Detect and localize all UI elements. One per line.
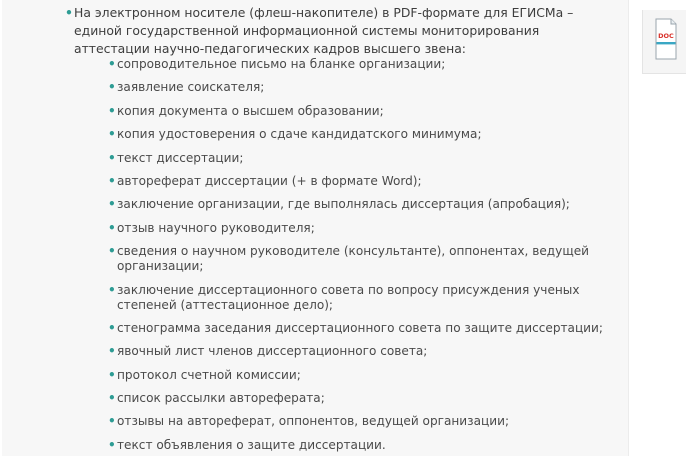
bullet-dot: • (108, 437, 116, 452)
bullet-dot: • (108, 320, 116, 335)
sub-list-item (108, 344, 628, 359)
sub-list-item-text: отзыв научного руководителя; (117, 220, 315, 235)
sub-list-item (108, 221, 628, 236)
bullet-dot: • (108, 391, 116, 406)
sub-list-item-text: сведения о научном руководителе (консультанте), оппонентах, ведущей организации; (117, 244, 590, 274)
bullet-dot: • (108, 173, 116, 188)
sub-list-item-text: список рассылки автореферата; (117, 391, 325, 406)
sub-list-item (108, 151, 628, 166)
bullet-dot: • (108, 103, 116, 118)
sub-list-item (108, 368, 628, 383)
sub-list-item (108, 438, 628, 453)
bullet-dot: • (108, 57, 116, 71)
sub-list-item-text: заключение диссертационного совета по вопросу присуждения ученых степеней (аттестационное дело); (117, 282, 580, 312)
doc-file-icon[interactable] (655, 18, 677, 60)
sub-list-item-text: явочный лист членов диссертационного совета; (117, 344, 428, 359)
bullet-dot: • (108, 414, 116, 429)
sub-list-item-text: заявление соискателя; (117, 80, 265, 95)
sub-list-item (108, 321, 628, 336)
main-list-item (65, 4, 614, 58)
sub-list-item (108, 244, 628, 274)
bullet-dot: • (108, 367, 116, 382)
bullet-dot: • (65, 5, 73, 20)
sub-list-item-text: текст диссертации; (117, 150, 244, 165)
attachment-tile[interactable] (642, 10, 686, 74)
sub-list-item-text: сопроводительное письмо на бланке организации; (117, 57, 446, 71)
bullet-dot: • (108, 220, 116, 235)
sub-list-item (108, 197, 628, 212)
sub-list-item (108, 174, 628, 189)
sub-list-item (108, 104, 628, 119)
sub-list-item (108, 80, 628, 95)
sub-list-item-text: заключение организации, где выполнялась диссертация (апробация); (117, 197, 570, 212)
sub-list-item-text: копия удостоверения о сдаче кандидатского минимума; (117, 127, 482, 142)
bullet-dot: • (108, 150, 116, 165)
sub-list-item-text: стенограмма заседания диссертационного совета по защите диссертации; (117, 320, 603, 335)
sub-list-item (108, 414, 628, 429)
main-list-item-text: На электронном носителе (флеш-накопителе) в PDF-формате для ЕГИСМа – единой государственной информационной системы мониторирования аттестации научно-педагогических кадров высшего звена: (74, 5, 574, 56)
bullet-dot: • (108, 127, 116, 142)
sub-list-item-text: отзывы на автореферат, оппонентов, ведущей организации; (117, 414, 510, 429)
bullet-dot: • (108, 244, 116, 259)
sub-list-item-text: текст объявления о защите диссертации. (117, 437, 386, 452)
sub-list-item (108, 391, 628, 406)
sub-list-item-text: протокол счетной комиссии; (117, 367, 301, 382)
bullet-dot: • (108, 282, 116, 297)
sub-list-item (108, 127, 628, 142)
sub-list-item (108, 57, 628, 72)
sub-list-item-text: автореферат диссертации (+ в формате Word); (117, 173, 422, 188)
bullet-dot: • (108, 197, 116, 212)
documents-sub-list (108, 57, 628, 461)
sub-list-item-text: копия документа о высшем образовании; (117, 103, 384, 118)
bullet-dot: • (108, 344, 116, 359)
sub-list-item (108, 283, 628, 313)
content-panel (2, 0, 629, 456)
doc-file-label: DOC (658, 32, 674, 40)
bullet-dot: • (108, 80, 116, 95)
